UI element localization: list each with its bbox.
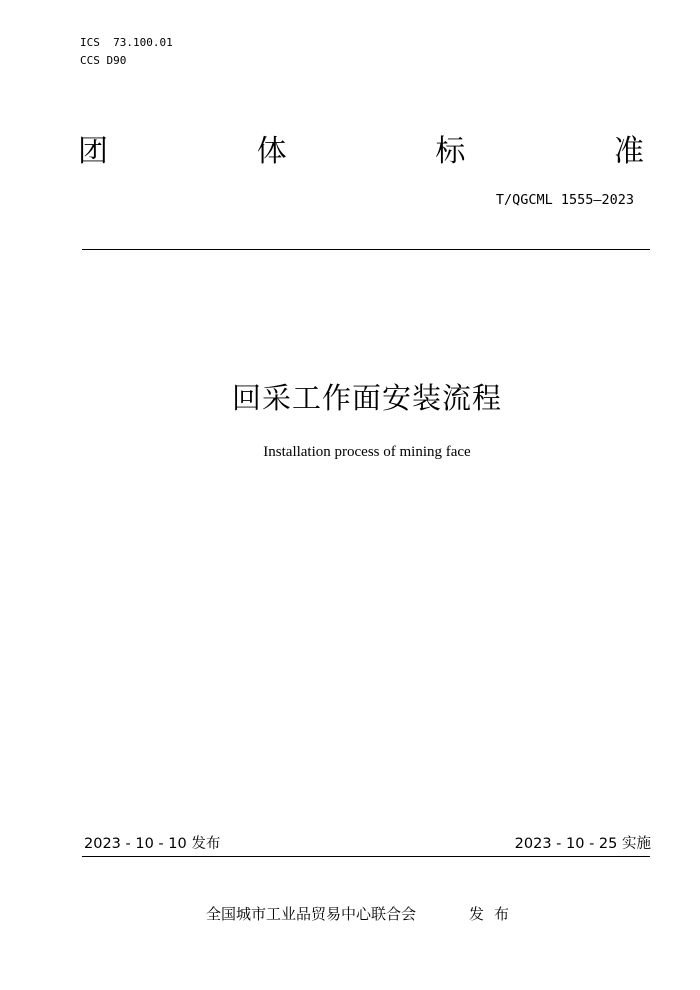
standard-type-char: 体 xyxy=(256,134,287,169)
ics-code: ICS 73.100.01 xyxy=(80,36,173,49)
classification-codes xyxy=(80,34,173,70)
standard-type-heading xyxy=(78,132,644,172)
document-title-english: Installation process of mining face xyxy=(263,444,471,460)
publish-label: 发布 xyxy=(469,905,520,923)
top-divider xyxy=(82,249,650,250)
bottom-divider xyxy=(82,856,650,857)
implementation-date: 2023 - 10 - 25 实施 xyxy=(514,836,651,852)
standard-type-char: 团 xyxy=(78,134,108,169)
publisher-name: 全国城市工业品贸易中心联合会 xyxy=(206,905,417,923)
standard-type-char: 准 xyxy=(613,134,644,169)
ccs-code: CCS D90 xyxy=(80,54,127,67)
standard-type-char: 标 xyxy=(435,134,466,169)
standard-number: T/QGCML 1555—2023 xyxy=(495,192,634,208)
document-title-chinese: 回采工作面安装流程 xyxy=(231,381,502,415)
release-date: 2023 - 10 - 10 发布 xyxy=(84,836,221,852)
